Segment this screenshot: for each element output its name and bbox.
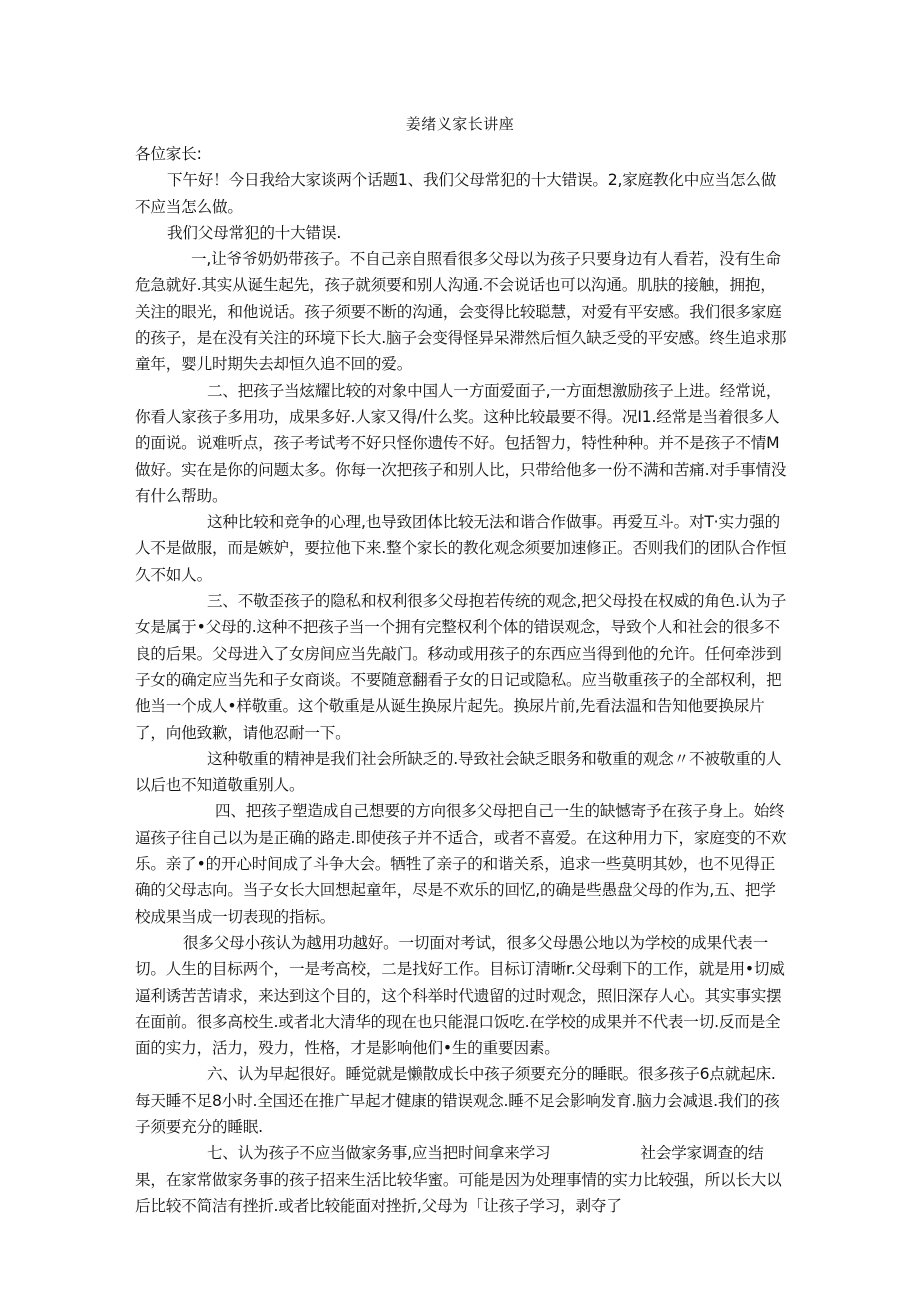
document-body: [135, 141, 788, 1219]
paragraph-respect: 这种敬重的精神是我们社会所缺乏的.导致社会缺乏眼务和敬重的观念〃不被敬重的人以后也不知道敬重别人。: [135, 749, 782, 795]
paragraph-comparison: 这种比较和竞争的心理,也导致团体比较无法和谐合作做事。再爱互斗。对T·实力强的人不是做服，而是嫉妒，要拉他下来.整个家长的教化观念须要加速修正。否则我们的团队合作恒久不如人。: [135, 513, 787, 584]
paragraph-point-6: 六、认为早起很好。睡觉就是懒散成长中孩子须要充分的睡眠。很多孩子6点就起床.每天睡不足8小时.全国还在推广早起才健康的错误观念.睡不足会影响发育.脑力会减退.我们的孩子须要充分的睡眠.: [135, 1065, 780, 1136]
document-title: 姜绪义家长讲座: [405, 115, 515, 133]
paragraph-heading: 我们父母常犯的十大错误.: [167, 223, 342, 242]
paragraph-point-7: [135, 1140, 788, 1219]
paragraph-point-7-body: 社会学家调查的结果，在家常做家务事的孩子招来生活比较华蜜。可能是因为处理事情的实力比较强，所以长大以后比较不简洁有挫折.或者比较能面对挫折,父母为「让孩子学习，剥夺了: [135, 1144, 782, 1215]
paragraph-point-2: 二、把孩子当炫耀比较的对象中国人一方面爱面子,一方面想激励孩子上进。经常说，你看人家孩子多用功，成果多好.人家又得/什么奖。这种比较最要不得。况I1.经常是当着很多人的面说。说难听点，孩子考试考不好只怪你遗传不好。包括智力，特性种种。并不是孩子不情M做好。实在是你的问题太多。你每一次把孩子和别人比，只带给他多一份不满和苦痛.对手事情没有什么帮助。: [135, 381, 787, 505]
paragraph-point-4: 四、把孩子塑造成自己想要的方向很多父母把自己一生的缺憾寄予在孩子身上。始终逼孩子往自己以为是正确的路走.即使孩子并不适合，或者不喜爱。在这种用力下，家庭变的不欢乐。亲了•的开心时间成了斗争大会。牺牲了亲子的和谐关系，追求一些莫明其妙，也不见得正确的父母志向。当子女长大回想起童年，尽是不欢乐的回忆,的确是些愚盘父母的作为,五、把学校成果当成一切表现的指标。: [135, 802, 787, 926]
salutation: 各位家长:: [135, 145, 202, 163]
paragraph-point-1: 一,让爷爷奶奶带孩子。不自己亲自照看很多父母以为孩子只要身边有人看若，没有生命危急就好.其实从诞生起先，孩子就须要和别人沟通.不会说话也可以沟通。肌肤的接触，拥抱，关注的眼光，和他说话。孩子须要不断的沟通，会变得比较聪慧，对爱有平安感。我们很多家庭的孩子，是在没有关注的环境下长大.脑子会变得怪异呆滞然后恒久缺乏受的平安感。终生追求那童年，婴儿时期失去却恒久追不回的爱。: [135, 250, 787, 374]
paragraph-greeting: 下午好！今日我给大家谈两个话题1、我们父母常犯的十大错误。2,家庭教化中应当怎么做不应当怎么做。: [135, 171, 777, 216]
paragraph-point-3: 三、不敬歪孩子的隐私和权利很多父母抱若传统的观念,把父母投在权威的角色.认为子女是属于•父母的.这种不把孩子当一个拥有完整权利个体的错误观念，导致个人和社会的很多不良的后果。父母进入了女房间应当先敲门。移动或用孩子的东西应当得到他的允许。任何牵涉到子女的确定应当先和子女商谈。不要随意翻看子女的日记或隐私。应当敬重孩子的全部权利，把他当一个成人•样敬重。这个敬重是从诞生换尿片起先。换尿片前,先看法温和告知他要换尿片了，向他致歉，请他忍耐一下。: [135, 592, 787, 742]
paragraph-point-5: 很多父母小孩认为越用功越好。一切面对考试，很多父母愚公地以为学校的成果代表一切。人生的目标两个，一是考高校，二是找好工作。目标订清晰r.父母剩下的工作，就是用•切威逼利诱苦苦请求，来达到这个目的，这个科举时代遗留的过时观念，照旧深存人心。其实事实摆在面前。很多高校生.或者北大清华的现在也只能混口饭吃.在学校的成果并不代表一切.反而是全面的实力，活力，殁力，性格，才是影响他们•生的重要因素。: [135, 933, 785, 1058]
paragraph-point-7-heading: 七、认为孩子不应当做家务事,应当把时间拿来学习: [207, 1144, 551, 1163]
